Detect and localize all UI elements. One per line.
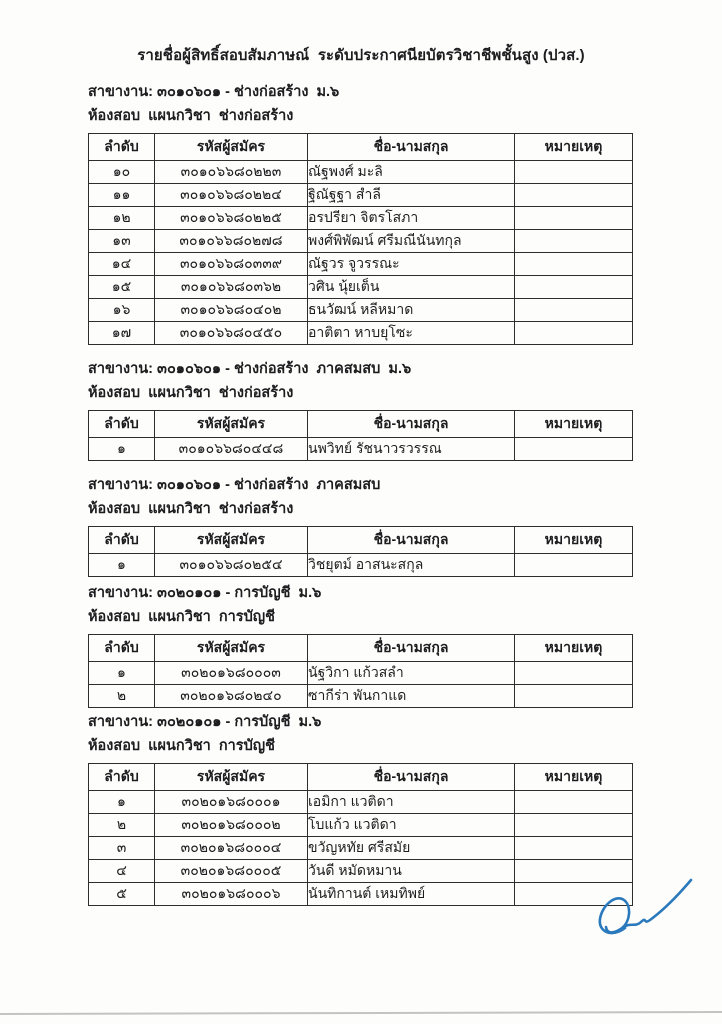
cell-code: ๓๐๒๐๑๖๘๐๐๐๑ xyxy=(155,791,308,814)
cell-note xyxy=(515,207,633,230)
cell-no: ๑๔ xyxy=(89,253,155,276)
handwritten-signature-icon xyxy=(592,872,702,947)
cell-code: ๓๐๑๐๖๖๘๐๓๓๙ xyxy=(155,253,308,276)
table-body xyxy=(89,554,633,577)
col-header-no: ลำดับ xyxy=(89,527,155,554)
table-row xyxy=(89,276,633,299)
cell-code: ๓๐๑๐๖๖๘๐๒๗๘ xyxy=(155,230,308,253)
table-body xyxy=(89,438,633,461)
table-row xyxy=(89,814,633,837)
cell-code: ๓๐๑๐๖๖๘๐๓๖๒ xyxy=(155,276,308,299)
cell-name: อรปรียา จิตรโสภา xyxy=(308,207,515,230)
col-header-no: ลำดับ xyxy=(89,134,155,161)
cell-name: ณัฐวร จูวรรณะ xyxy=(308,253,515,276)
col-header-code: รหัสผู้สมัคร xyxy=(155,134,308,161)
cell-code: ๓๐๑๐๖๖๘๐๔๕๐ xyxy=(155,322,308,345)
room-line: ห้องสอบ แผนกวิชา การบัญชี xyxy=(88,738,275,754)
cell-name: นัฐวิกา แก้วสลำ xyxy=(308,662,515,685)
sections-container xyxy=(0,80,634,906)
table-row xyxy=(89,685,633,708)
table-head xyxy=(89,635,633,662)
cell-name: ฐิณัฐฐา สำลี xyxy=(308,184,515,207)
cell-name: พงศ์พิพัฒน์ ศรีมณีนันทกุล xyxy=(308,230,515,253)
table-head xyxy=(89,134,633,161)
cell-note xyxy=(515,276,633,299)
roster-section xyxy=(88,581,634,708)
cell-note xyxy=(515,837,633,860)
cell-name: วศิน นุ้ยเต็น xyxy=(308,276,515,299)
roster-section xyxy=(88,357,634,461)
program-line: สาขางาน: ๓๐๒๐๑๐๑ - การบัญชี ม.๖ xyxy=(88,585,322,601)
col-header-name: ชื่อ-นามสกุล xyxy=(308,527,515,554)
room-line: ห้องสอบ แผนกวิชา ช่างก่อสร้าง xyxy=(88,385,294,401)
col-header-code: รหัสผู้สมัคร xyxy=(155,764,308,791)
cell-note xyxy=(515,662,633,685)
candidate-table xyxy=(88,410,633,461)
table-row xyxy=(89,253,633,276)
table-row xyxy=(89,207,633,230)
cell-name: วิชยุตม์ อาสนะสกุล xyxy=(308,554,515,577)
table-row xyxy=(89,438,633,461)
room-line: ห้องสอบ แผนกวิชา ช่างก่อสร้าง xyxy=(88,501,294,517)
cell-note xyxy=(515,253,633,276)
table-row xyxy=(89,662,633,685)
table-row xyxy=(89,299,633,322)
cell-code: ๓๐๒๐๑๖๘๐๐๐๔ xyxy=(155,837,308,860)
cell-note xyxy=(515,184,633,207)
cell-note xyxy=(515,230,633,253)
cell-no: ๓ xyxy=(89,837,155,860)
cell-code: ๓๐๑๐๖๖๘๐๔๐๒ xyxy=(155,299,308,322)
col-header-name: ชื่อ-นามสกุล xyxy=(308,764,515,791)
table-row xyxy=(89,161,633,184)
table-row xyxy=(89,230,633,253)
col-header-code: รหัสผู้สมัคร xyxy=(155,411,308,438)
candidate-table xyxy=(88,634,633,708)
cell-name: อาติตา หาบยุโซะ xyxy=(308,322,515,345)
cell-no: ๑๑ xyxy=(89,184,155,207)
cell-no: ๑ xyxy=(89,662,155,685)
candidate-table xyxy=(88,133,633,345)
col-header-code: รหัสผู้สมัคร xyxy=(155,527,308,554)
cell-code: ๓๐๑๐๖๖๘๐๒๒๔ xyxy=(155,184,308,207)
cell-note xyxy=(515,161,633,184)
cell-no: ๒ xyxy=(89,814,155,837)
table-row xyxy=(89,554,633,577)
col-header-note: หมายเหตุ xyxy=(515,134,633,161)
cell-code: ๓๐๑๐๖๖๘๐๔๔๘ xyxy=(155,438,308,461)
room-line: ห้องสอบ แผนกวิชา การบัญชี xyxy=(88,609,275,625)
program-line: สาขางาน: ๓๐๑๐๖๐๑ - ช่างก่อสร้าง ภาคสมสบ xyxy=(88,477,381,493)
cell-note xyxy=(515,814,633,837)
table-header-row xyxy=(89,527,633,554)
table-header-row xyxy=(89,411,633,438)
program-line: สาขางาน: ๓๐๑๐๖๐๑ - ช่างก่อสร้าง ม.๖ xyxy=(88,84,340,100)
cell-code: ๓๐๑๐๖๖๘๐๒๒๕ xyxy=(155,207,308,230)
cell-name: ขวัญหทัย ศรีสมัย xyxy=(308,837,515,860)
cell-note xyxy=(515,438,633,461)
table-body xyxy=(89,662,633,708)
candidate-table xyxy=(88,526,633,577)
col-header-name: ชื่อ-นามสกุล xyxy=(308,134,515,161)
cell-name: นันทิกานต์ เหมทิพย์ xyxy=(308,883,515,906)
cell-note xyxy=(515,299,633,322)
cell-name: นพวิทย์ รัชนาวรวรรณ xyxy=(308,438,515,461)
cell-no: ๑๗ xyxy=(89,322,155,345)
cell-note xyxy=(515,322,633,345)
cell-name: ธนวัฒน์ หลีหมาด xyxy=(308,299,515,322)
col-header-note: หมายเหตุ xyxy=(515,635,633,662)
cell-code: ๓๐๒๐๑๖๘๐๐๐๕ xyxy=(155,860,308,883)
cell-name: เอมิกา แวติดา xyxy=(308,791,515,814)
table-row xyxy=(89,184,633,207)
cell-note xyxy=(515,791,633,814)
cell-name: ซากีร่า พันกาแด xyxy=(308,685,515,708)
cell-code: ๓๐๒๐๑๖๘๐๒๔๐ xyxy=(155,685,308,708)
table-head xyxy=(89,411,633,438)
cell-name: โบแก้ว แวติดา xyxy=(308,814,515,837)
signature-stroke xyxy=(600,880,691,933)
table-head xyxy=(89,527,633,554)
cell-no: ๔ xyxy=(89,860,155,883)
cell-no: ๑๕ xyxy=(89,276,155,299)
table-body xyxy=(89,791,633,906)
col-header-note: หมายเหตุ xyxy=(515,527,633,554)
col-header-name: ชื่อ-นามสกุล xyxy=(308,411,515,438)
cell-no: ๑๒ xyxy=(89,207,155,230)
table-header-row xyxy=(89,764,633,791)
cell-no: ๑๐ xyxy=(89,161,155,184)
col-header-note: หมายเหตุ xyxy=(515,764,633,791)
col-header-note: หมายเหตุ xyxy=(515,411,633,438)
program-line: สาขางาน: ๓๐๒๐๑๐๑ - การบัญชี ม.๖ xyxy=(88,714,322,730)
table-header-row xyxy=(89,134,633,161)
cell-no: ๕ xyxy=(89,883,155,906)
cell-name: วันดี หมัดหมาน xyxy=(308,860,515,883)
cell-no: ๑ xyxy=(89,791,155,814)
candidate-table xyxy=(88,763,633,906)
table-row xyxy=(89,322,633,345)
roster-section xyxy=(88,710,634,906)
cell-code: ๓๐๒๐๑๖๘๐๐๐๓ xyxy=(155,662,308,685)
table-row xyxy=(89,883,633,906)
cell-code: ๓๐๒๐๑๖๘๐๐๐๖ xyxy=(155,883,308,906)
table-header-row xyxy=(89,635,633,662)
roster-section xyxy=(88,80,634,345)
table-body xyxy=(89,161,633,345)
cell-no: ๑ xyxy=(89,438,155,461)
program-line: สาขางาน: ๓๐๑๐๖๐๑ - ช่างก่อสร้าง ภาคสมสบ ม.๖ xyxy=(88,361,412,377)
col-header-no: ลำดับ xyxy=(89,411,155,438)
col-header-no: ลำดับ xyxy=(89,764,155,791)
scanned-page-edge xyxy=(0,1011,722,1015)
room-line: ห้องสอบ แผนกวิชา ช่างก่อสร้าง xyxy=(88,108,294,124)
table-row xyxy=(89,791,633,814)
cell-no: ๑๖ xyxy=(89,299,155,322)
roster-section xyxy=(88,473,634,577)
cell-code: ๓๐๑๐๖๖๘๐๒๕๔ xyxy=(155,554,308,577)
cell-code: ๓๐๑๐๖๖๘๐๒๒๓ xyxy=(155,161,308,184)
cell-note xyxy=(515,554,633,577)
page-title: รายชื่อผู้สิทธิ์สอบสัมภาษณ์ ระดับประกาศนียบัตรวิชาชีพชั้นสูง (ปวส.) xyxy=(137,47,585,64)
col-header-name: ชื่อ-นามสกุล xyxy=(308,635,515,662)
cell-no: ๑๓ xyxy=(89,230,155,253)
table-row xyxy=(89,860,633,883)
cell-note xyxy=(515,685,633,708)
col-header-no: ลำดับ xyxy=(89,635,155,662)
table-row xyxy=(89,837,633,860)
table-head xyxy=(89,764,633,791)
cell-no: ๑ xyxy=(89,554,155,577)
cell-name: ณัฐพงศ์ มะลิ xyxy=(308,161,515,184)
cell-code: ๓๐๒๐๑๖๘๐๐๐๒ xyxy=(155,814,308,837)
col-header-code: รหัสผู้สมัคร xyxy=(155,635,308,662)
cell-no: ๒ xyxy=(89,685,155,708)
